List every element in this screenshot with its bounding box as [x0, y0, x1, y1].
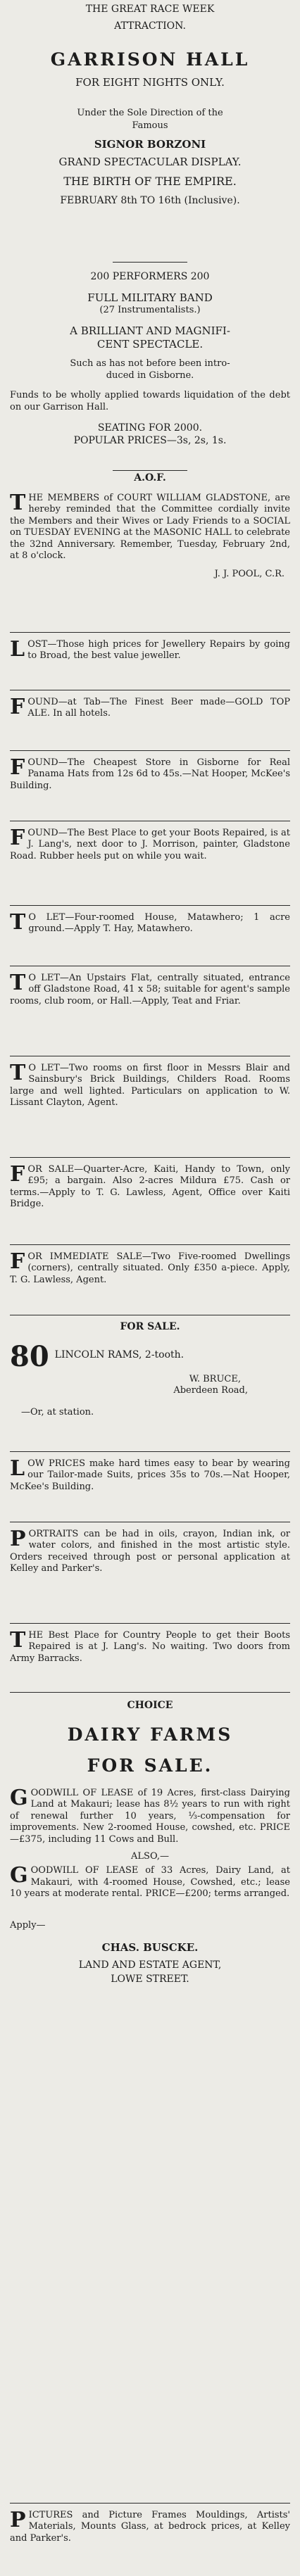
- dairy-also: ALSO,—: [131, 1851, 169, 1862]
- band-line: FULL MILITARY BAND: [87, 291, 213, 304]
- dairy-title: DAIRY FARMS: [67, 1724, 233, 1745]
- divider: [10, 1623, 290, 1624]
- lost-body: LOST—Those high prices for Jewellery Repairs by going to Broad, the best value jeweller.: [10, 637, 290, 662]
- dairy-lease-2: GOODWILL OF LEASE of 33 Acres, Dairy Land, at Makauri, with 4-roomed House, Cowshed, etc.; lease 10 years at moderate rental. PRICE—£200; terms arranged.: [10, 1863, 290, 1900]
- nights-line: FOR EIGHT NIGHTS ONLY.: [75, 76, 225, 89]
- rams-count: 80: [10, 1343, 49, 1371]
- aof-signature: J. J. POOL, C.R.: [214, 569, 285, 580]
- divider: [10, 2503, 290, 2504]
- performers-block: [10, 270, 290, 447]
- performers-line: 200 PERFORMERS 200: [90, 271, 210, 282]
- best-place-body: THE Best Place for Country People to get their Boots Repaired is at J. Lang's. No waiting. Two doors from Army Barracks.: [10, 1628, 290, 1664]
- low-prices-body: LOW PRICES make hard times easy to bear by wearing our Tailor-made Suits, prices 35s to 70s.—Nat Hooper, McKee's Building.: [10, 1456, 290, 1492]
- rams-station: —Or, at station.: [21, 1406, 94, 1418]
- agent-street: LOWE STREET.: [111, 1974, 189, 1985]
- signor-name: SIGNOR BORZONI: [94, 137, 206, 151]
- to-let-house-ad: [10, 912, 290, 935]
- rams-seller: W. BRUCE,: [189, 1374, 241, 1384]
- pictures-ad: [10, 2510, 290, 2544]
- aof-notice: [10, 472, 290, 581]
- divider: [10, 905, 290, 906]
- famous-line: Famous: [132, 120, 168, 132]
- to-let-rooms-ad: [10, 1063, 290, 1109]
- such-line-1: Such as has not before been intro-: [70, 358, 230, 370]
- funds-paragraph: Funds to be wholly applied towards liquidation of the debt on our Garrison Hall.: [10, 390, 290, 412]
- immediate-sale-ad: [10, 1251, 290, 1286]
- divider: [10, 632, 290, 633]
- show-title: THE BIRTH OF THE EMPIRE.: [63, 174, 237, 188]
- to-let-flat-body: T O LET—An Upstairs Flat, centrally situated, entrance off Gladstone Road, 41 x 58; suitable for agent's sample rooms, club room, or Hall.—Apply, Teat and Friar.: [10, 971, 290, 1006]
- aof-title: A.O.F.: [134, 472, 166, 484]
- divider: [10, 1692, 290, 1693]
- divider: [10, 1157, 290, 1158]
- dairy-farms-ad: [10, 1699, 290, 1985]
- for-sale-kaiti-body: FOR SALE—Quarter-Acre, Kaiti, Handy to Town, only £95; a bargain. Also 2-acres Mildura £75. Cash or terms.—Apply to T. G. Lawless, Agent, Office over Kaiti Bridge.: [10, 1162, 290, 1210]
- found-boots-ad: [10, 828, 290, 862]
- portraits-ad: [10, 1529, 290, 1575]
- rams-address: Aberdeen Road,: [173, 1385, 248, 1396]
- lost-ad: [10, 639, 290, 662]
- spectacle-line: CENT SPECTACLE.: [96, 338, 204, 351]
- dairy-apply: Apply—: [10, 1919, 46, 1931]
- dairy-lease-1: GOODWILL OF LEASE of 19 Acres, first-class Dairying Land at Makauri; lease has 8½ years to run with right of renewal further 10 years, ⅓-compensation for improvements. New 2-roomed House, cowshed, etc. PRICE—£375, including 11 Cows and Bull.: [10, 1786, 290, 1845]
- found-hats-body: FOUND—The Cheapest Store in Gisborne for Real Panama Hats from 12s 6d to 45s.—Nat Hooper, McKee's Building.: [10, 755, 290, 791]
- divider: [10, 1244, 290, 1245]
- divider: [10, 1451, 290, 1452]
- low-prices-ad: [10, 1458, 290, 1493]
- found-beer-body: FOUND—at Tab—The Finest Beer made—GOLD TOP ALE. In all hotels.: [10, 695, 290, 719]
- pictures-body: PICTURES and Picture Frames Mouldings, Artists' Materials, Mounts Glass, at bedrock prices, at Kelley and Parker's.: [10, 2508, 290, 2544]
- to-let-flat-ad: [10, 973, 290, 1007]
- portraits-body: PORTRAITS can be had in oils, crayon, Indian ink, or water colors, and finished in the most artistic style. Orders received through post or personal application at Kelley and Parker's.: [10, 1527, 290, 1574]
- instrumentalists-line: (27 Instrumentalists.): [99, 305, 201, 315]
- brilliant-line: A BRILLIANT AND MAGNIFI-: [70, 324, 230, 338]
- divider: [113, 470, 187, 471]
- grand-display: GRAND SPECTACULAR DISPLAY.: [58, 155, 242, 168]
- seating-line: SEATING FOR 2000.: [97, 422, 203, 434]
- ad-heading: THE GREAT RACE WEEK: [85, 4, 215, 15]
- rams-heading: FOR SALE.: [120, 1321, 180, 1332]
- venue-title: GARRISON HALL: [50, 49, 250, 70]
- found-hats-ad: [10, 757, 290, 792]
- rams-desc: LINCOLN RAMS, 2-tooth.: [54, 1349, 185, 1360]
- found-beer-ad: [10, 697, 290, 720]
- best-place-ad: [10, 1630, 290, 1665]
- agent-name: CHAS. BUSCKE.: [101, 1941, 199, 1955]
- dates-line: FEBRUARY 8th TO 16th (Inclusive).: [60, 194, 240, 206]
- ad-heading-2: ATTRACTION.: [114, 20, 186, 32]
- to-let-rooms-body: T O LET—Two rooms on first floor in Messrs Blair and Sainsbury's Brick Buildings, Childers Road. Rooms large and well lighted. Particulars on application to W. Lissant Clayton, Agent.: [10, 1061, 290, 1109]
- such-line-2: duced in Gisborne.: [106, 370, 194, 381]
- race-week-ad: [10, 3, 290, 207]
- direction-line: Under the Sole Direction of the: [77, 108, 223, 118]
- dairy-choice: CHOICE: [127, 1700, 173, 1711]
- agent-title: LAND AND ESTATE AGENT,: [78, 1959, 222, 1971]
- dairy-subtitle: FOR SALE.: [87, 1755, 213, 1776]
- prices-line: POPULAR PRICES—3s, 2s, 1s.: [73, 435, 227, 447]
- for-sale-kaiti-ad: [10, 1164, 290, 1211]
- divider: [10, 750, 290, 751]
- rams-ad: [10, 1320, 290, 1418]
- divider: [113, 262, 187, 263]
- immediate-sale-body: FOR IMMEDIATE SALE—Two Five-roomed Dwellings (corners), centrally situated. Only £350 a-piece. Apply, T. G. Lawless, Agent.: [10, 1249, 290, 1285]
- aof-body: THE MEMBERS of COURT WILLIAM GLADSTONE, are hereby reminded that the Committee cordially invite the Members and their Wives or Lady Friends to a SOCIAL on TUESDAY EVENING at the MASONIC HALL to celebrate the 32nd Anniversary. Remember, Tuesday, February 2nd, at 8 o'clock.: [10, 491, 290, 562]
- found-boots-body: FOUND—The Best Place to get your Boots Repaired, is at J. Lang's, next door to J. Morrison, painter, Gladstone Road. Rubber heels put on while you wait.: [10, 826, 290, 861]
- to-let-house-body: T O LET—Four-roomed House, Matawhero; 1 acre ground.—Apply T. Hay, Matawhero.: [10, 910, 290, 935]
